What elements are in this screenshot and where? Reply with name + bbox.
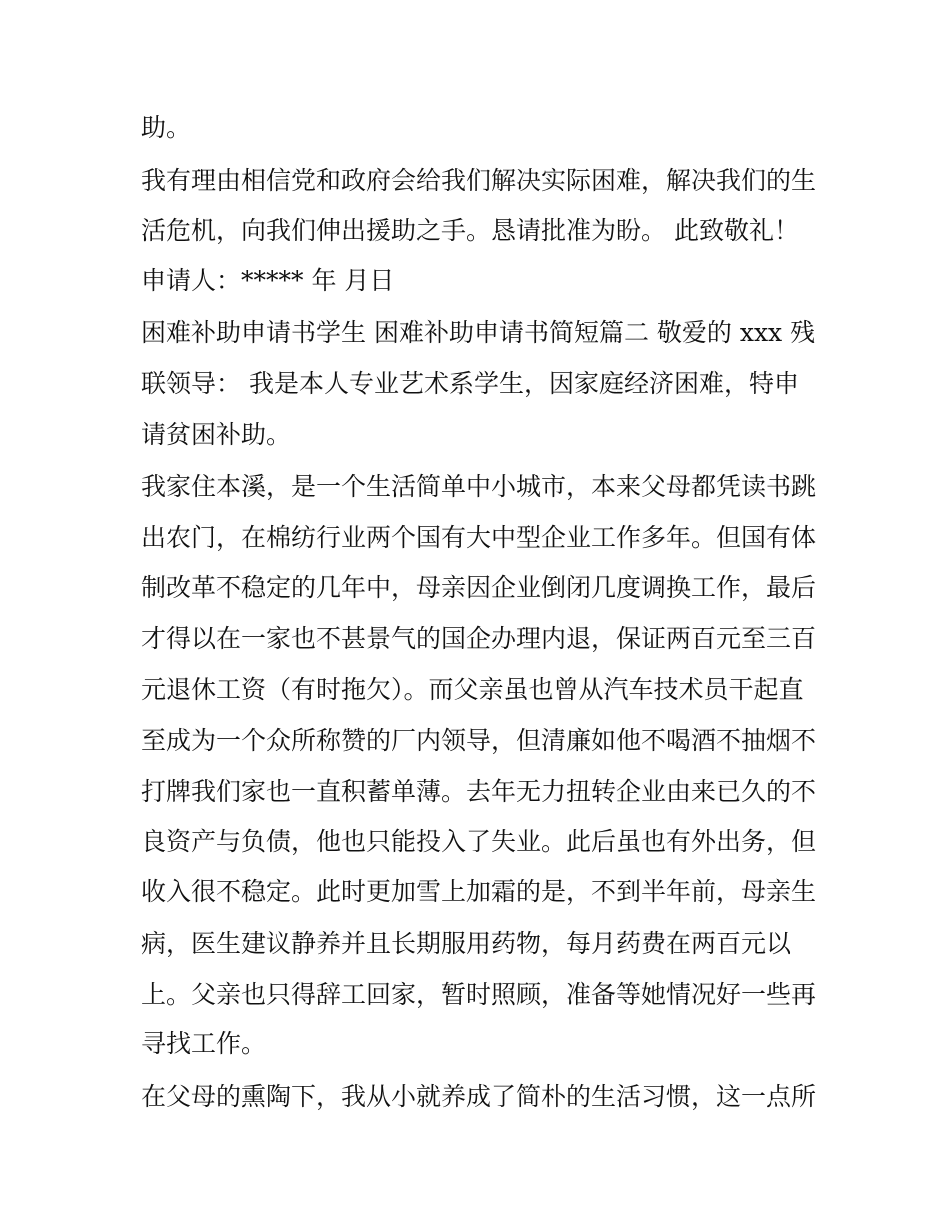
text-line-17: 病，医生建议静养并且长期服用药物，每月药费在两百元以: [141, 929, 792, 958]
text-line-8: 我家住本溪，是一个生活简单中小城市，本来父母都凭读书跳: [141, 472, 817, 501]
text-line-7: 请贫困补助。: [141, 420, 292, 449]
text-line-14: 打牌我们家也一直积蓄单薄。去年无力扭转企业由来已久的不: [141, 777, 817, 806]
text-line-16: 收入很不稳定。此时更加雪上加霜的是，不到半年前，母亲生: [141, 877, 817, 906]
text-line-13: 至成为一个众所称赞的厂内领导，但清廉如他不喝酒不抽烟不: [141, 726, 817, 755]
text-line-2: 我有理由相信党和政府会给我们解决实际困难，解决我们的生: [141, 166, 817, 195]
text-line-12: 元退休工资（有时拖欠）。而父亲虽也曾从汽车技术员干起直: [141, 675, 804, 704]
text-line-20: 在父母的熏陶下，我从小就养成了简朴的生活习惯，这一点所: [141, 1082, 817, 1111]
text-line-9: 出农门，在棉纺行业两个国有大中型企业工作多年。但国有体: [141, 523, 817, 552]
text-line-10: 制改革不稳定的几年中，母亲因企业倒闭几度调换工作，最后: [141, 573, 817, 602]
text-line-11: 才得以在一家也不甚景气的国企办理内退，保证两百元至三百: [141, 624, 817, 653]
text-line-6: 联领导： 我是本人专业艺术系学生，因家庭经济困难，特申: [141, 369, 799, 398]
text-line-5: 困难补助申请书学生 困难补助申请书简短篇二 敬爱的 xxx 残: [141, 318, 816, 347]
text-line-15: 良资产与负债，他也只能投入了失业。此后虽也有外出务，但: [141, 827, 817, 856]
text-line-19: 寻找工作。: [141, 1029, 267, 1058]
text-line-3: 活危机，向我们伸出援助之手。恳请批准为盼。 此致敬礼！: [141, 216, 799, 245]
text-line-4: 申请人：***** 年 月日: [141, 266, 395, 295]
text-line-18: 上。父亲也只得辞工回家，暂时照顾，准备等她情况好一些再: [141, 980, 817, 1009]
text-line-1: 助。: [141, 113, 192, 142]
